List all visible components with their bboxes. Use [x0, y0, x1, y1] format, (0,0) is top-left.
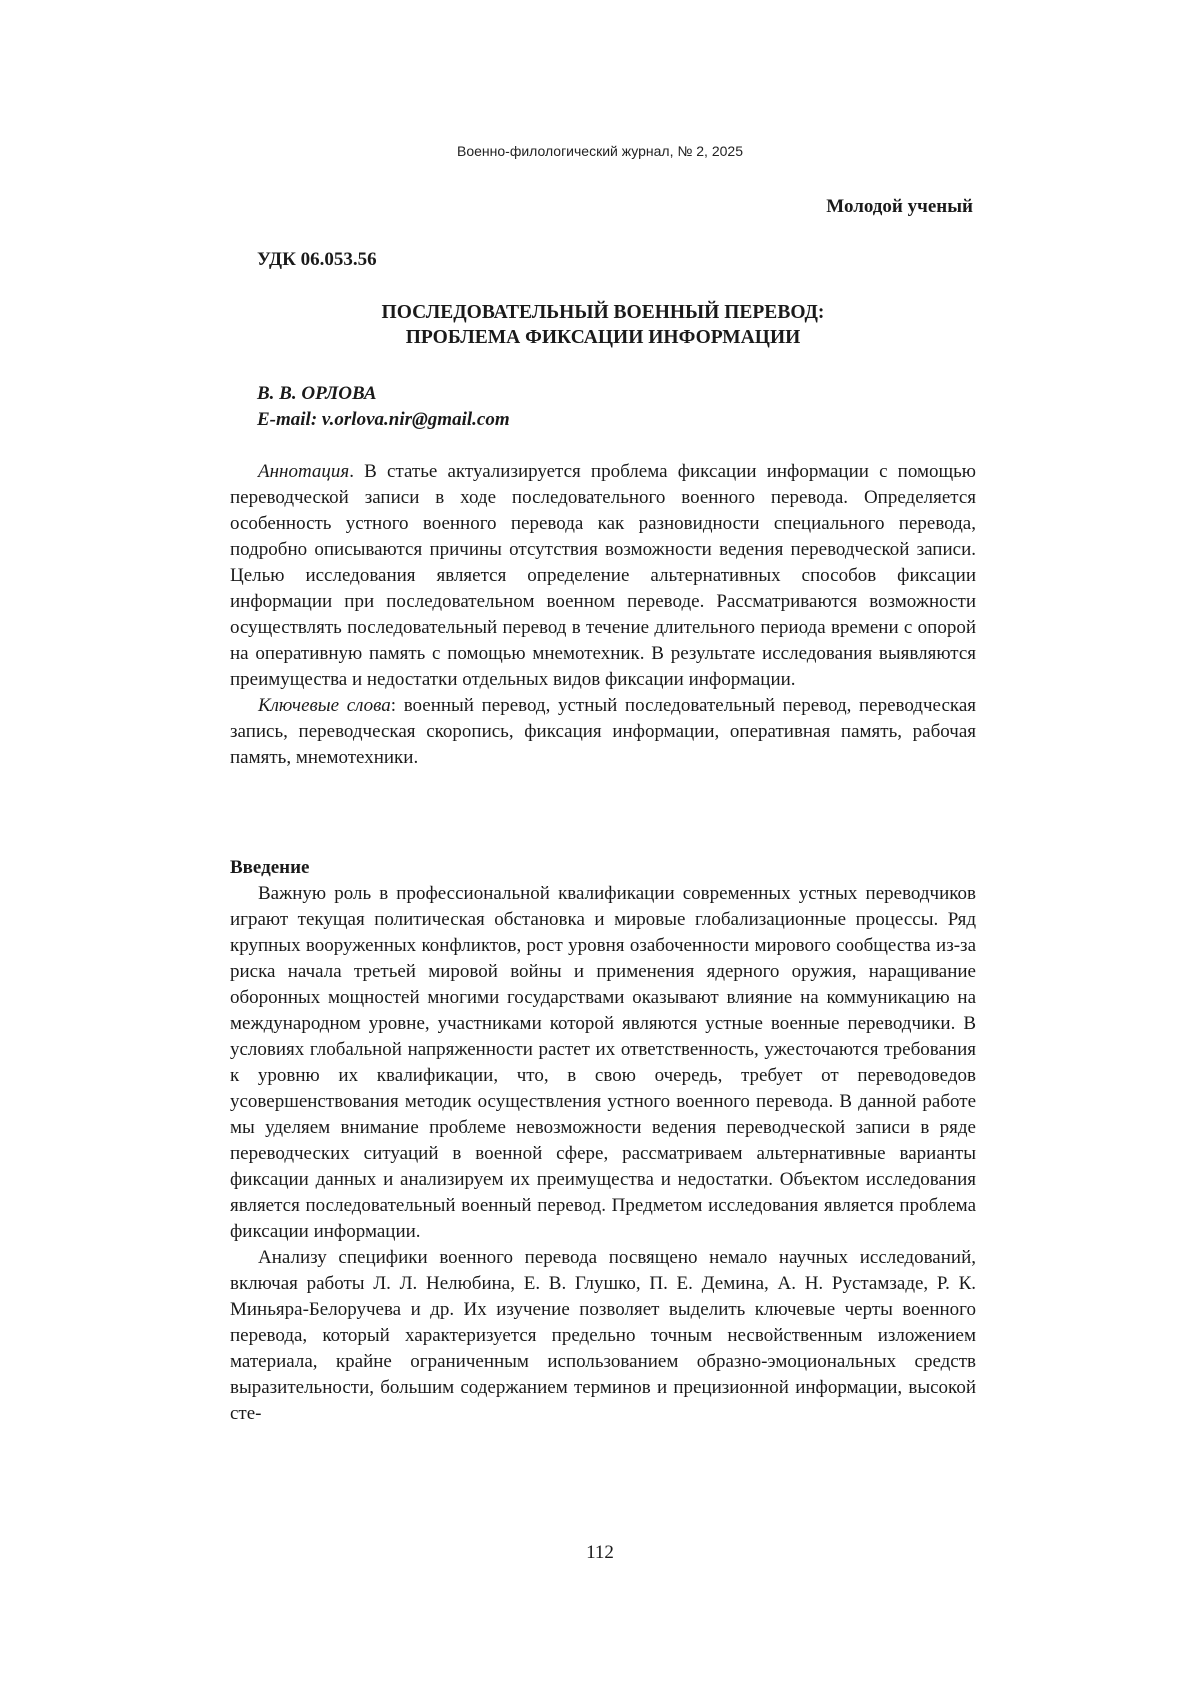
- abstract-block: [230, 459, 976, 771]
- introduction-section: [230, 855, 976, 1427]
- rubric-label: Молодой ученый: [826, 196, 973, 217]
- introduction-paragraph-2: Анализу специфики военного перевода посвящено немало научных исследований, включая работы Л. Л. Нелюбина, Е. В. Глушко, П. Е. Демина, А. Н. Рустамзаде, Р. К. Миньяра-Белоручева и др. Их изучение позволяет выделить ключевые черты военного перевода, который характеризуется предельно точным несвойственным изложением материала, крайне ограниченным использованием образно-эмоциональных средств выразительности, большим содержанием терминов и прецизионной информации, высокой сте-: [230, 1247, 976, 1424]
- introduction-paragraph-1: Важную роль в профессиональной квалификации современных устных переводчиков играют текущая политическая обстановка и мировые глобализационные процессы. Ряд крупных вооруженных конфликтов, рост уровня озабоченности мирового сообщества из-за риска начала третьей мировой войны и применения ядерного оружия, наращивание оборонных мощностей многими государствами оказывают влияние на коммуникацию на международном уровне, участниками которой являются устные военные переводчики. В условиях глобальной напряженности растет их ответственность, ужесточаются требования к уровню их квалификации, что, в свою очередь, требует от переводоведов усовершенствования методик осуществления устного военного перевода. В данной работе мы уделяем внимание проблеме невозможности ведения переводческой записи в ряде переводческих ситуаций в военной сфере, рассматриваем альтернативные варианты фиксации данных и анализируем их преимущества и недостатки. Объектом исследования является последовательный военный перевод. Предметом исследования является проблема фиксации информации.: [230, 883, 976, 1242]
- abstract-paragraph: [230, 459, 976, 693]
- journal-header: Военно-филологический журнал, № 2, 2025: [457, 143, 743, 159]
- keywords-paragraph: [230, 693, 976, 771]
- article-title-line-1: ПОСЛЕДОВАТЕЛЬНЫЙ ВОЕННЫЙ ПЕРЕВОД:: [381, 302, 825, 323]
- author-block: [257, 381, 510, 433]
- keywords-label: Ключевые слова: [258, 695, 391, 716]
- author-name: В. В. ОРЛОВА: [257, 383, 377, 404]
- udk-code: УДК 06.053.56: [257, 249, 377, 270]
- article-title-line-2: ПРОБЛЕМА ФИКСАЦИИ ИНФОРМАЦИИ: [405, 327, 801, 348]
- keywords-text: : военный перевод, устный последовательный перевод, переводческая запись, переводческая скоропись, фиксация информации, оперативная память, рабочая память, мнемотехники.: [230, 695, 976, 768]
- page-number: 112: [586, 1542, 614, 1563]
- author-email: E-mail: v.orlova.nir@gmail.com: [257, 409, 510, 430]
- abstract-text: . В статье актуализируется проблема фиксации информации с помощью переводческой записи в ходе последовательного военного перевода. Определяется особенность устного военного перевода как разновидности специального перевода, подробно описываются причины отсутствия возможности ведения переводческой записи. Целью исследования является определение альтернативных способов фиксации информации при последовательном военном переводе. Рассматриваются возможности осуществлять последовательный перевод в течение длительного периода времени с опорой на оперативную память с помощью мнемотехник. В результате исследования выявляются преимущества и недостатки отдельных видов фиксации информации.: [230, 461, 976, 690]
- article-title: [230, 300, 976, 350]
- abstract-label: Аннотация: [258, 461, 350, 482]
- introduction-heading: Введение: [230, 857, 310, 878]
